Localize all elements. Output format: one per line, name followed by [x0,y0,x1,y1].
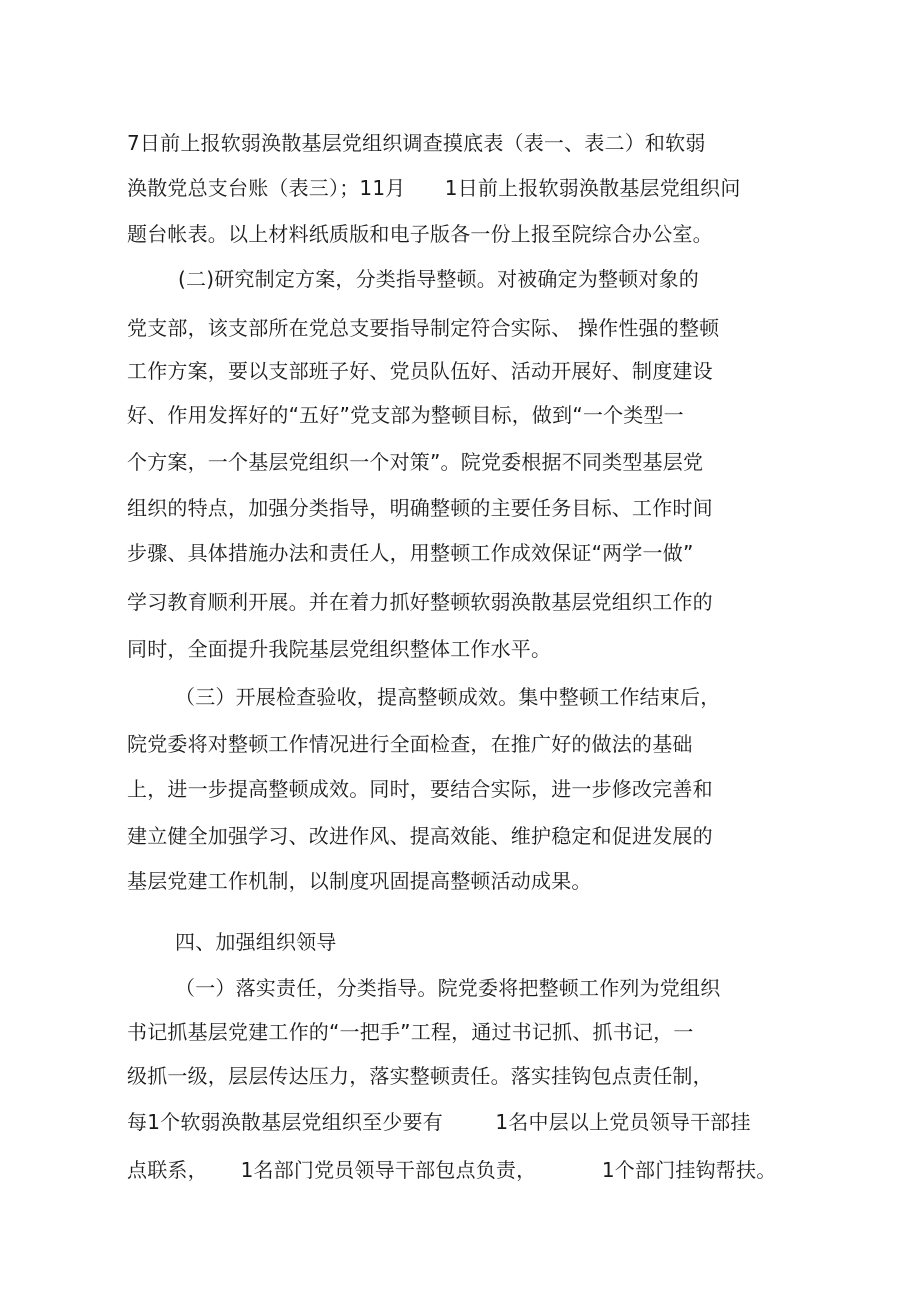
text-line-22: 每1个软弱涣散基层党组织至少要有 1名中层以上党员领导干部挂 [127,1110,751,1134]
text-line-7: 好、作用发挥好的“五好”党支部为整顿目标，做到“一个类型一 [127,403,684,427]
section-heading: 四、加强组织领导 [175,930,337,954]
text-line-23: 点联系， 1名部门党员领导干部包点负责， 1个部门挂钩帮扶。 [127,1158,777,1182]
text-line-20: 书记抓基层党建工作的“一把手”工程，通过书记抓、抓书记，一 [127,1020,694,1044]
text-line-3: 题台帐表。以上材料纸质版和电子版各一份上报至院综合办公室。 [127,222,713,246]
text-line-9: 组织的特点，加强分类指导，明确整顿的主要任务目标、工作时间 [127,496,713,520]
text-line-5: 党支部，该支部所在党总支要指导制定符合实际、 操作性强的整顿 [127,316,720,340]
text-line-16: 建立健全加强学习、改进作风、提高效能、维护稳定和促进发展的 [127,824,713,848]
text-line-17: 基层党建工作机制，以制度巩固提高整顿活动成果。 [127,869,592,893]
text-line-8: 个方案，一个基层党组织一个对策”。院党委根据不同类型基层党 [127,450,704,474]
text-line-4: (二)研究制定方案，分类指导整顿。对被确定为整顿对象的 [178,267,700,291]
text-line-10: 步骤、具体措施办法和责任人，用整顿工作成效保证“两学一做” [127,541,694,565]
text-line-11: 学习教育顺利开展。并在着力抓好整顿软弱涣散基层党组织工作的 [127,590,713,614]
text-line-21: 级抓一级，层层传达压力，落实整顿责任。落实挂钩包点责任制， [127,1064,713,1088]
text-line-15: 上，进一步提高整顿成效。同时，要结合实际，进一步修改完善和 [127,777,713,801]
text-line-6: 工作方案，要以支部班子好、党员队伍好、活动开展好、制度建设 [127,359,713,383]
text-line-2: 涣散党总支台账（表三）；11月 1日前上报软弱涣散基层党组织问 [127,176,741,200]
text-line-14: 院党委将对整顿工作情况进行全面检查，在推广好的做法的基础 [127,732,693,756]
text-line-12: 同时，全面提升我院基层党组织整体工作水平。 [127,637,552,661]
text-line-13: （三）开展检查验收，提高整顿成效。集中整顿工作结束后， [175,685,721,709]
text-line-1: 7日前上报软弱涣散基层党组织调查摸底表（表一、表二）和软弱 [127,131,706,155]
text-line-19: （一）落实责任，分类指导。院党委将把整顿工作列为党组织 [175,976,721,1000]
